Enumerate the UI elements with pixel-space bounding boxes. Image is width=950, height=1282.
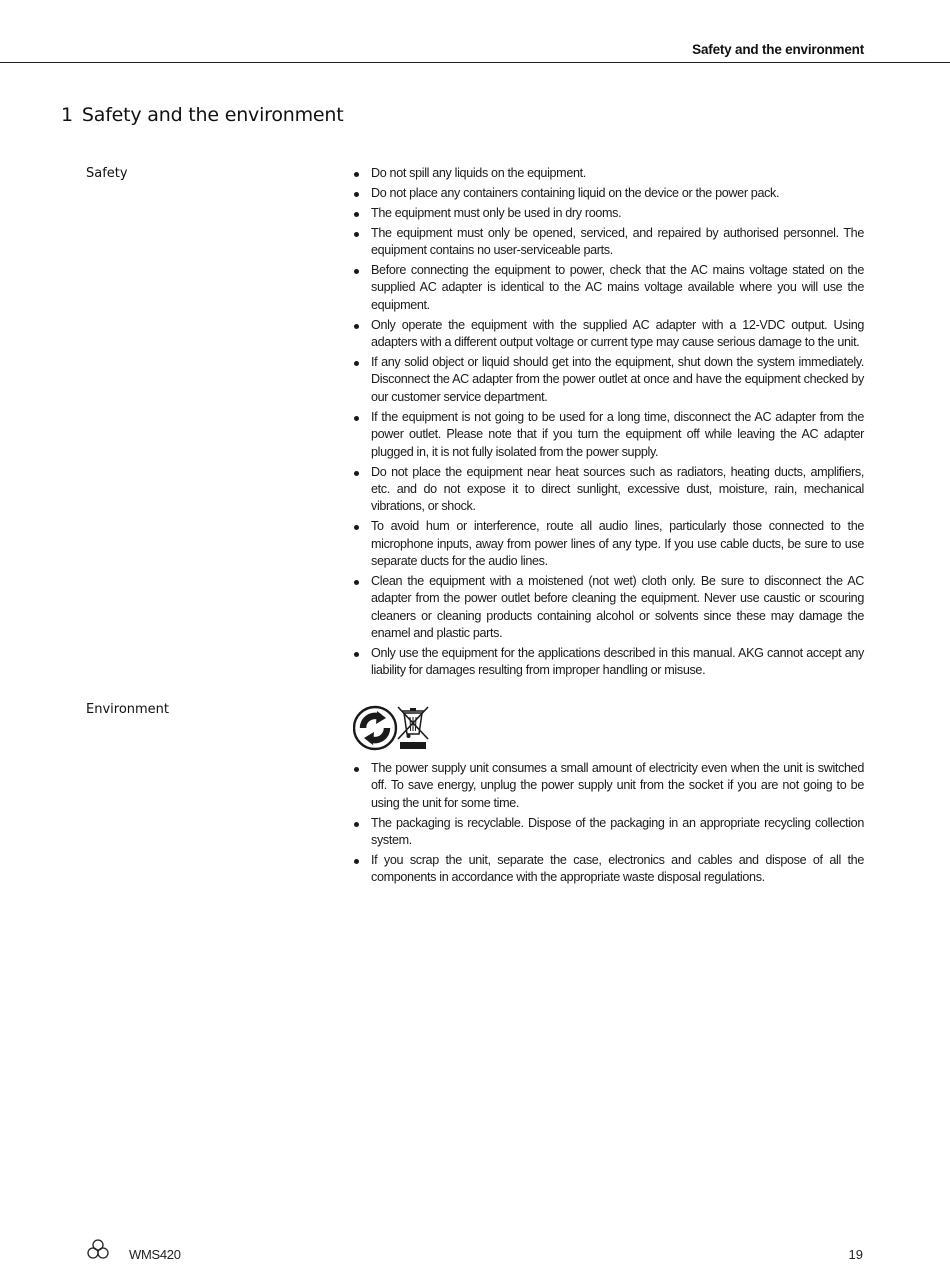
list-item — [352, 317, 864, 352]
list-item — [352, 225, 864, 260]
bullet-dot — [354, 172, 359, 177]
list-item — [352, 852, 864, 887]
chapter-title-text: Safety and the environment — [81, 104, 344, 126]
footer-model: WMS420 — [129, 1247, 181, 1262]
list-item — [352, 645, 864, 680]
list-item-text: Only use the equipment for the applications described in this manual. AKG cannot accept any liability for damages resulting from improper handling or misuse. — [371, 646, 864, 678]
list-item — [352, 815, 864, 850]
list-item-text: Do not spill any liquids on the equipment. — [371, 166, 586, 180]
bullet-dot — [354, 767, 359, 772]
akg-logo-graphic — [86, 1238, 110, 1262]
bullet-dot — [354, 525, 359, 530]
list-item — [352, 354, 864, 406]
list-item-text: Before connecting the equipment to power, check that the AC mains voltage stated on the supplied AC adapter is identical to the AC mains voltage available where you will use the equipment. — [371, 263, 864, 312]
bullet-dot — [354, 269, 359, 274]
green-dot-recycling-icon — [354, 707, 396, 749]
bullet-dot — [354, 324, 359, 329]
section-label-safety: Safety — [86, 166, 128, 181]
list-item — [352, 573, 864, 643]
chapter-title — [61, 104, 344, 126]
list-item — [352, 205, 864, 222]
crossed-out-wheelie-bin-icon — [398, 707, 428, 749]
header-rule — [0, 62, 950, 63]
bullet-dot — [354, 212, 359, 217]
bullet-dot — [354, 471, 359, 476]
list-item-text: Do not place the equipment near heat sources such as radiators, heating ducts, amplifiers, etc. and do not expose it to direct sunlight, excessive dust, moisture, rain, mechanical vibrations, or shock. — [371, 464, 864, 514]
list-item — [352, 760, 864, 812]
bullet-dot — [354, 361, 359, 366]
list-item-text: Clean the equipment with a moistened (not wet) cloth only. Be sure to disconnect the AC adapter from the power outlet before cleaning the equipment. Never use caustic or scouring cleaners or cleaning products containing alcohol or solvents since these may damage the enamel and plastic parts. — [371, 573, 864, 641]
list-item-text: The equipment must only be opened, serviced, and repaired by authorised personnel. The equipment contains no user-serviceable parts. — [371, 225, 864, 258]
bullet-dot — [354, 580, 359, 585]
list-item-text: If the equipment is not going to be used for a long time, disconnect the AC adapter from the power outlet. Please note that if you turn the equipment off while leaving the AC adapter plugged in, it is not fully isolated from the power supply. — [371, 409, 864, 459]
environment-symbols — [353, 704, 433, 752]
list-item-text: Only operate the equipment with the supplied AC adapter with a 12-VDC output. Using adapters with a different output voltage or current type may cause serious damage to the unit. — [371, 317, 864, 350]
chapter-number: 1 — [61, 104, 73, 126]
list-item — [352, 185, 864, 202]
safety-list — [352, 165, 864, 682]
list-item — [352, 165, 864, 182]
bullet-dot — [354, 822, 359, 827]
list-item-text: The equipment must only be used in dry rooms. — [371, 205, 622, 220]
list-item-text: Do not place any containers containing liquid on the device or the power pack. — [371, 185, 780, 200]
bullet-dot — [354, 859, 359, 864]
list-item-text: If any solid object or liquid should get into the equipment, shut down the system immediately. Disconnect the AC adapter from the power outlet at once and have the equipment checked by our customer service department. — [371, 355, 864, 404]
akg-logo-icon — [86, 1238, 110, 1267]
list-item-text: The packaging is recyclable. Dispose of the packaging in an appropriate recycling collection system. — [371, 815, 864, 848]
page-number: 19 — [848, 1247, 863, 1262]
list-item — [352, 464, 864, 516]
list-item-text: The power supply unit consumes a small amount of electricity even when the unit is switched off. To save energy, unplug the power supply unit from the socket if you are not going to be using the unit for some time. — [371, 761, 864, 810]
running-header: Safety and the environment — [692, 42, 864, 57]
bullet-dot — [354, 652, 359, 657]
environment-list — [352, 760, 864, 889]
list-item — [352, 518, 864, 570]
bullet-dot — [354, 416, 359, 421]
bullet-dot — [354, 232, 359, 237]
list-item-text: To avoid hum or interference, route all audio lines, particularly those connected to the microphone inputs, away from power lines of any type. If you use cable ducts, be sure to use separate ducts for the audio lines. — [371, 519, 864, 569]
list-item — [352, 262, 864, 314]
section-label-environment: Environment — [86, 702, 170, 717]
list-item-text: If you scrap the unit, separate the case, electronics and cables and dispose of all the components in accordance with the appropriate waste disposal regulations. — [371, 853, 864, 885]
bullet-dot — [354, 192, 359, 197]
list-item — [352, 409, 864, 461]
environment-symbols-graphic — [353, 704, 433, 752]
